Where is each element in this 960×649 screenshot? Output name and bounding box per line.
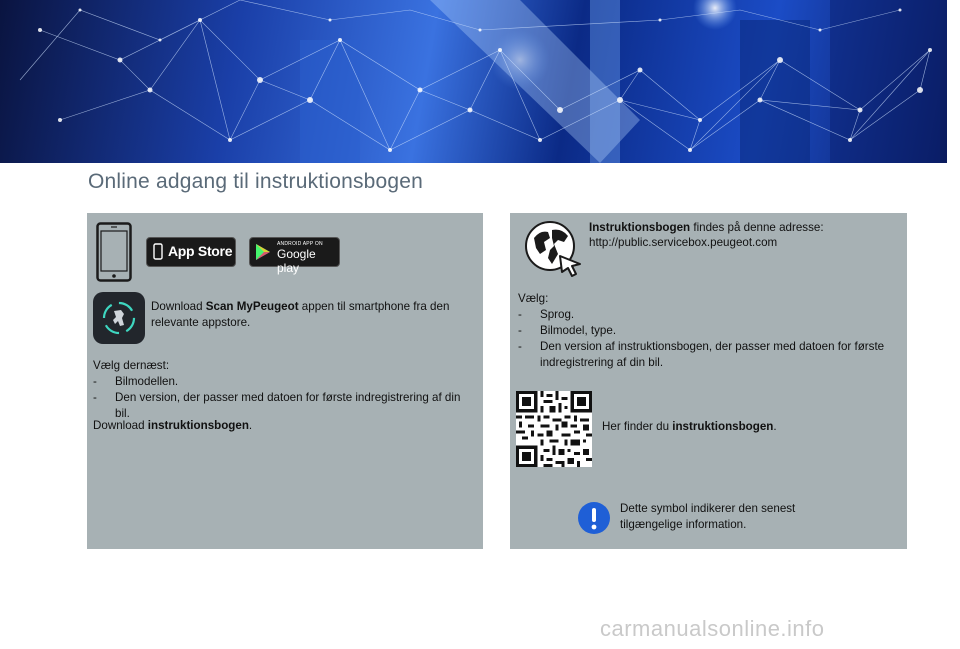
- qr-code-icon: [516, 391, 592, 467]
- list-item: - Den version, der passer med datoen for første indregistrering af din bil.: [93, 390, 463, 422]
- page-title: Online adgang til instruktionsbogen: [88, 170, 424, 193]
- download-app-text: Download Scan MyPeugeot appen til smartphone fra den relevante appstore.: [151, 300, 450, 329]
- app-store-badge[interactable]: [146, 237, 236, 267]
- smartphone-icon: [96, 222, 132, 282]
- header-banner-image: [0, 0, 947, 163]
- list-item: - Den version af instruktionsbogen, der passer med datoen for første indregistrering af din bil.: [518, 339, 903, 371]
- right-choose-list: [518, 307, 903, 371]
- google-play-badge[interactable]: [249, 237, 340, 275]
- qr-code-text: Her finder du instruktionsbogen.: [602, 420, 777, 433]
- choose-heading: Vælg dernæst:: [93, 359, 170, 372]
- list-item: - Sprog.: [518, 307, 903, 323]
- left-panel: [87, 213, 483, 549]
- watermark-text: carmanualsonline.info: [600, 616, 825, 641]
- google-play-small-label: ANDROID APP ON: [277, 241, 323, 247]
- google-play-label: Google play: [277, 247, 316, 275]
- phone-icon: [153, 243, 163, 260]
- network-city-graphic: [0, 0, 947, 163]
- google-play-icon: [255, 243, 271, 261]
- app-store-label: App Store: [168, 243, 233, 259]
- list-item: - Bilmodel, type.: [518, 323, 903, 339]
- scan-mypeugeot-app-icon: [93, 292, 145, 344]
- info-symbol-text: Dette symbol indikerer den senest tilgængelige information.: [620, 502, 796, 531]
- download-manual-text: Download instruktionsbogen.: [93, 419, 253, 432]
- right-panel: [510, 213, 907, 549]
- exclamation-info-icon: [577, 501, 611, 535]
- left-choose-list: [93, 374, 463, 422]
- address-intro-text: Instruktionsbogen findes på denne adresse:: [589, 221, 824, 234]
- servicebox-url-link[interactable]: http://public.servicebox.peugeot.com: [589, 236, 778, 249]
- globe-cursor-icon: [524, 220, 584, 278]
- list-item: - Bilmodellen.: [93, 374, 463, 390]
- choose-heading: Vælg:: [518, 292, 549, 305]
